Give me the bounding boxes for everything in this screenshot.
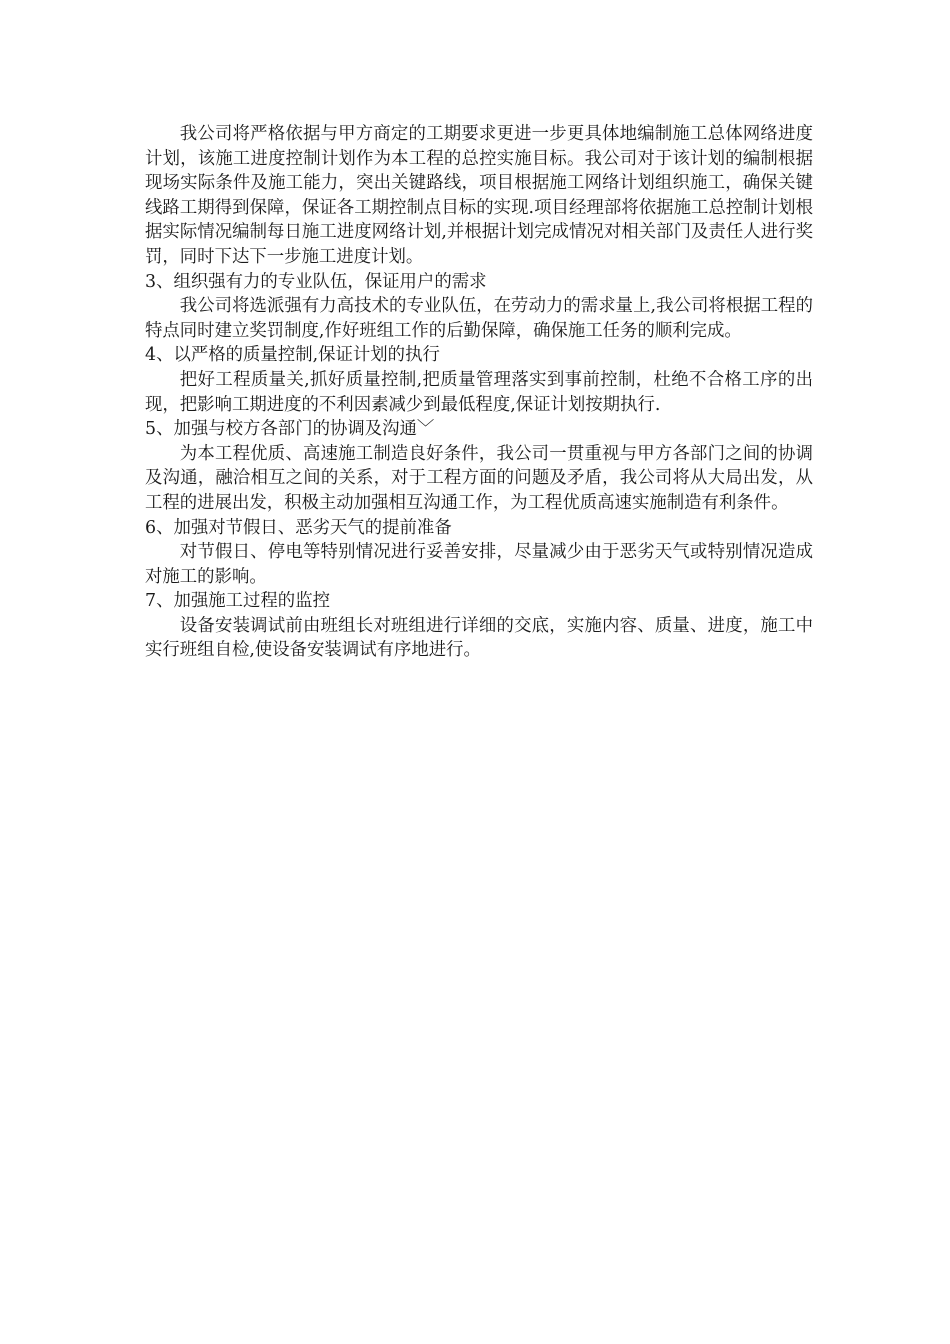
section-heading-7: 7、加强施工过程的监控 [145,591,330,612]
section-body-4: 把好工程质量关,抓好质量控制,把质量管理落实到事前控制，杜绝不合格工序的出现，把影响工期进度的不利因素减少到最低程度,保证计划按期执行. [145,369,813,415]
section-heading-6: 6、加强对节假日、恶劣天气的提前准备 [145,517,452,538]
section-body-6: 对节假日、停电等特别情况进行妥善安排，尽量减少由于恶劣天气或特别情况造成对施工的影响。 [145,542,813,587]
document-page [145,122,813,663]
section-body-7: 设备安装调试前由班组长对班组进行详细的交底，实施内容、质量、进度，施工中实行班组自检,使设备安装调试有序地进行。 [145,615,813,661]
intro-paragraph: 我公司将严格依据与甲方商定的工期要求更进一步更具体地编制施工总体网络进度计划，该施工进度控制计划作为本工程的总控实施目标。我公司对于该计划的编制根据现场实际条件及施工能力，突出关键路线，项目根据施工网络计划组织施工，确保关键线路工期得到保障，保证各工期控制点目标的实现.项目经理部将依据施工总控制计划根据实际情况编制每日施工进度网络计划,并根据计划完成情况对相关部门及责任人进行奖罚，同时下达下一步施工进度计划。 [145,124,813,267]
section-heading-4: 4、以严格的质量控制,保证计划的执行 [145,345,440,366]
section-heading-5: 5、加强与校方各部门的协调及沟通﹀ [145,419,435,440]
section-heading-3: 3、组织强有力的专业队伍，保证用户的需求 [145,271,487,292]
section-body-3: 我公司将选派强有力高技术的专业队伍，在劳动力的需求量上,我公司将根据工程的特点同时建立奖罚制度,作好班组工作的后勤保障，确保施工任务的顺利完成。 [145,296,813,341]
section-body-5: 为本工程优质、高速施工制造良好条件，我公司一贯重视与甲方各部门之间的协调及沟通，融洽相互之间的关系，对于工程方面的问题及矛盾，我公司将从大局出发，从工程的进展出发，积极主动加强相互沟通工作，为工程优质高速实施制造有利条件。 [145,443,813,513]
